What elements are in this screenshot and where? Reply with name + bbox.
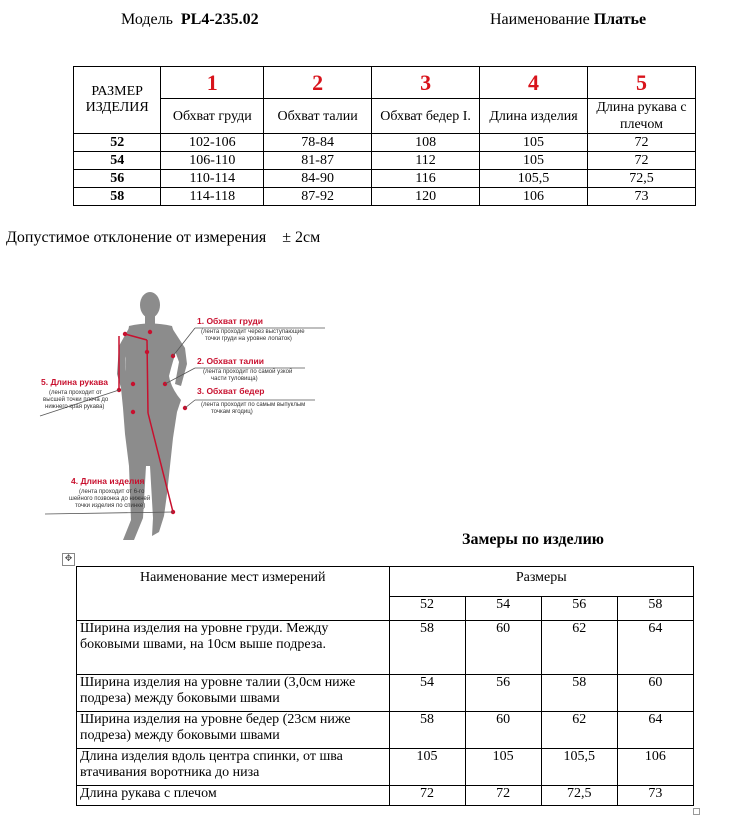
size-col-56: 56 xyxy=(541,597,617,621)
table-row xyxy=(74,134,696,152)
label-4-note1: (лента проходит от 6-го xyxy=(79,489,145,495)
col-number-2: 2 xyxy=(264,67,372,99)
col-label-3: Обхват бедер I. xyxy=(372,99,480,134)
value-cell: 102-106 xyxy=(161,134,264,152)
table-row xyxy=(77,621,694,675)
size-cell: 56 xyxy=(74,170,161,188)
value-cell: 58 xyxy=(389,712,465,749)
value-cell: 114-118 xyxy=(161,188,264,206)
col-number-1: 1 xyxy=(161,67,264,99)
col-label-5: Длина рукава с плечом xyxy=(587,99,695,134)
label-2-note2: части туловища) xyxy=(211,376,258,382)
size-col-54: 54 xyxy=(465,597,541,621)
sizes-header: Размеры xyxy=(389,567,694,597)
value-cell: 81-87 xyxy=(264,152,372,170)
value-cell: 105 xyxy=(465,749,541,786)
label-1-note1: (лента проходит через выступающие xyxy=(201,329,305,335)
label-4-note3: точки изделия по спинке) xyxy=(75,503,146,509)
tolerance-note xyxy=(6,229,320,247)
value-cell: 105 xyxy=(480,134,588,152)
value-cell: 105 xyxy=(480,152,588,170)
label-3-note2: точкам ягодиц) xyxy=(211,409,253,415)
value-cell: 108 xyxy=(372,134,480,152)
value-cell: 64 xyxy=(617,712,693,749)
value-cell: 78-84 xyxy=(264,134,372,152)
measure-name: Длина рукава с плечом xyxy=(77,786,390,806)
measure-name: Ширина изделия на уровне бедер (23см ниже подреза) между боковыми швами xyxy=(77,712,390,749)
value-cell: 72 xyxy=(465,786,541,806)
size-cell: 58 xyxy=(74,188,161,206)
label-1-title: 1. Обхват груди xyxy=(197,316,263,326)
value-cell: 72 xyxy=(587,152,695,170)
value-cell: 62 xyxy=(541,712,617,749)
value-cell: 87-92 xyxy=(264,188,372,206)
table-row xyxy=(77,786,694,806)
label-1-note2: точки груди на уровне лопаток) xyxy=(205,336,292,342)
measurement-figure xyxy=(35,288,325,548)
table-row xyxy=(77,749,694,786)
value-cell: 58 xyxy=(389,621,465,675)
value-cell: 73 xyxy=(587,188,695,206)
value-cell: 72 xyxy=(587,134,695,152)
label-4-note2: шейного позвонка до нижней xyxy=(69,496,151,502)
value-cell: 60 xyxy=(617,675,693,712)
value-cell: 54 xyxy=(389,675,465,712)
table-resize-handle[interactable] xyxy=(693,808,700,815)
col-label-2: Обхват талии xyxy=(264,99,372,134)
label-5-note3: нижнего края рукава) xyxy=(45,404,105,410)
col-number-5: 5 xyxy=(587,67,695,99)
value-cell: 62 xyxy=(541,621,617,675)
table-row xyxy=(77,675,694,712)
label-5-title: 5. Длина рукава xyxy=(41,377,108,387)
tolerance-value: ± 2см xyxy=(282,229,321,246)
model-header xyxy=(121,11,259,29)
value-cell: 116 xyxy=(372,170,480,188)
table-row xyxy=(74,188,696,206)
name-header xyxy=(490,11,646,29)
size-table xyxy=(73,66,696,206)
size-cell: 52 xyxy=(74,134,161,152)
value-cell: 58 xyxy=(541,675,617,712)
tolerance-text: Допустимое отклонение от измерения xyxy=(6,229,267,246)
table-move-handle-icon[interactable]: ✥ xyxy=(62,553,75,566)
label-4-title: 4. Длина изделия xyxy=(71,476,145,486)
value-cell: 72 xyxy=(389,786,465,806)
value-cell: 112 xyxy=(372,152,480,170)
measure-name: Ширина изделия на уровне талии (3,0см ниже подреза) между боковыми швами xyxy=(77,675,390,712)
value-cell: 84-90 xyxy=(264,170,372,188)
name-label: Наименование xyxy=(490,11,590,28)
label-5-note1: (лента проходит от xyxy=(49,390,103,396)
size-cell: 54 xyxy=(74,152,161,170)
size-header: РАЗМЕР ИЗДЕЛИЯ xyxy=(74,67,161,134)
size-col-58: 58 xyxy=(617,597,693,621)
table-row xyxy=(77,712,694,749)
label-3-note1: (лента проходит по самым выпуклым xyxy=(201,402,306,408)
size-col-52: 52 xyxy=(389,597,465,621)
value-cell: 72,5 xyxy=(587,170,695,188)
label-2-note1: (лента проходит по самой узкой xyxy=(203,369,293,375)
value-cell: 106 xyxy=(617,749,693,786)
value-cell: 64 xyxy=(617,621,693,675)
table-row xyxy=(74,152,696,170)
col-number-4: 4 xyxy=(480,67,588,99)
value-cell: 60 xyxy=(465,712,541,749)
name-value: Платье xyxy=(593,11,647,28)
label-3-title: 3. Обхват бедер xyxy=(197,386,265,396)
garment-table-title: Замеры по изделию xyxy=(462,531,605,548)
col-label-4: Длина изделия xyxy=(480,99,588,134)
value-cell: 105,5 xyxy=(541,749,617,786)
measure-name: Длина изделия вдоль центра спинки, от шва втачивания воротника до низа xyxy=(77,749,390,786)
col-label-1: Обхват груди xyxy=(161,99,264,134)
value-cell: 120 xyxy=(372,188,480,206)
label-5-note2: высшей точки плеча до xyxy=(43,397,109,403)
value-cell: 73 xyxy=(617,786,693,806)
value-cell: 110-114 xyxy=(161,170,264,188)
garment-table xyxy=(76,566,694,806)
value-cell: 105 xyxy=(389,749,465,786)
value-cell: 106-110 xyxy=(161,152,264,170)
value-cell: 105,5 xyxy=(480,170,588,188)
value-cell: 56 xyxy=(465,675,541,712)
measure-name: Ширина изделия на уровне груди. Между боковыми швами, на 10см выше подреза. xyxy=(77,621,390,675)
measure-name-header: Наименование мест измерений xyxy=(77,567,390,621)
label-2-title: 2. Обхват талии xyxy=(197,356,264,366)
model-value: PL4-235.02 xyxy=(180,11,259,28)
table-row xyxy=(74,170,696,188)
value-cell: 72,5 xyxy=(541,786,617,806)
model-label: Модель xyxy=(121,11,173,28)
col-number-3: 3 xyxy=(372,67,480,99)
value-cell: 106 xyxy=(480,188,588,206)
value-cell: 60 xyxy=(465,621,541,675)
